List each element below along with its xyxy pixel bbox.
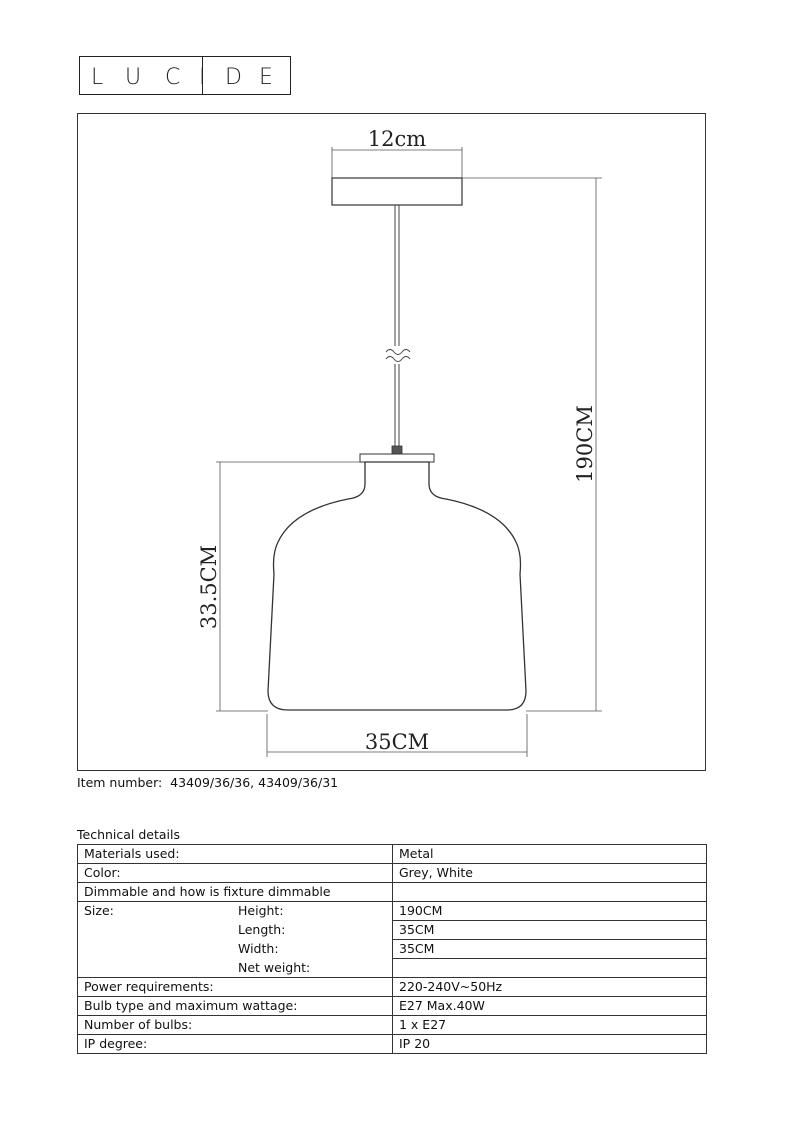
spec-sublabel: Net weight:: [238, 959, 311, 975]
table-row: [78, 1035, 707, 1054]
spec-value: IP 20: [393, 1035, 707, 1054]
dimension-width-label: 35CM: [364, 730, 430, 754]
dimension-top: [332, 147, 462, 178]
spec-sublabel: Width:: [238, 940, 279, 956]
spec-label-cell: [78, 978, 393, 997]
dimension-total-height-label: 190CM: [573, 405, 597, 483]
logo-letter-d: D: [225, 65, 242, 90]
spec-label: Dimmable and how is fixture dimmable: [84, 884, 331, 899]
table-row: [78, 921, 707, 940]
spec-label: IP degree:: [84, 1036, 148, 1051]
spec-label: Size:: [84, 903, 114, 919]
spec-label-cell: [78, 1016, 393, 1035]
spec-value: 35CM: [393, 940, 707, 959]
table-row: [78, 883, 707, 902]
spec-label-cell: [78, 940, 393, 959]
spec-value: [393, 959, 707, 978]
spec-value: 220-240V~50Hz: [393, 978, 707, 997]
spec-value: E27 Max.40W: [393, 997, 707, 1016]
spec-value: [393, 883, 707, 902]
item-number-line: [77, 775, 338, 790]
table-row: [78, 997, 707, 1016]
lamp-shade: [268, 462, 526, 710]
technical-details-heading: Technical details: [77, 827, 181, 842]
table-row: [78, 902, 707, 921]
spec-label-cell: [78, 1035, 393, 1054]
suspension-cable: [386, 205, 410, 446]
logo-letter-u: U: [125, 65, 142, 90]
table-row: [78, 959, 707, 978]
spec-label: Materials used:: [84, 846, 180, 861]
spec-value: 1 x E27: [393, 1016, 707, 1035]
spec-label-cell: [78, 902, 393, 921]
dimension-shade-height-label: 33.5CM: [197, 544, 221, 630]
spec-value: 190CM: [393, 902, 707, 921]
spec-sublabel: Length:: [238, 921, 286, 937]
table-row: [78, 864, 707, 883]
spec-label-cell: [78, 921, 393, 940]
table-row: [78, 845, 707, 864]
logo-letter-i: I: [199, 65, 206, 90]
technical-details-table: [77, 844, 707, 1054]
ceiling-canopy: [332, 178, 462, 205]
logo-letter-l: L: [91, 65, 104, 90]
cord-grip: [392, 446, 402, 454]
spec-label-cell: [78, 845, 393, 864]
spec-sublabel: Height:: [238, 903, 284, 918]
table-row: [78, 1016, 707, 1035]
table-row: [78, 940, 707, 959]
dimension-top-label: 12cm: [367, 127, 427, 151]
spec-label-cell: [78, 864, 393, 883]
item-number-value: 43409/36/36, 43409/36/31: [170, 775, 339, 790]
spec-value: Grey, White: [393, 864, 707, 883]
logo-letter-e: E: [259, 65, 273, 90]
spec-label: Bulb type and maximum wattage:: [84, 998, 298, 1013]
lucide-logo: [79, 56, 291, 95]
technical-drawing-frame: [77, 113, 706, 771]
item-number-label: Item number:: [77, 775, 163, 790]
spec-value: Metal: [393, 845, 707, 864]
spec-label: Power requirements:: [84, 979, 214, 994]
table-row: [78, 978, 707, 997]
shade-cap: [360, 454, 434, 462]
lamp-drawing: [78, 114, 707, 772]
spec-value: 35CM: [393, 921, 707, 940]
logo-letter-c: C: [165, 65, 181, 90]
spec-label-cell: [78, 883, 393, 902]
spec-label-cell: [78, 997, 393, 1016]
spec-label: Color:: [84, 865, 121, 880]
spec-label: Number of bulbs:: [84, 1017, 193, 1032]
spec-label-cell: [78, 959, 393, 978]
